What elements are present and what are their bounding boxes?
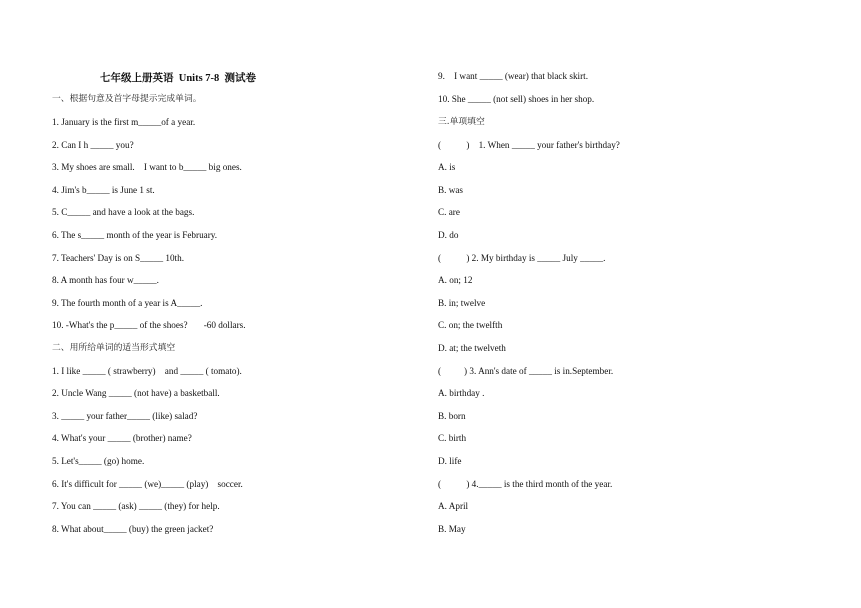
question-line: ( ) 4._____ is the third month of the year. — [438, 479, 613, 489]
option-line: C. are — [438, 207, 460, 217]
option-line: D. at; the twelveth — [438, 343, 506, 353]
question-line: 9. I want _____ (wear) that black skirt. — [438, 71, 589, 81]
question-line: 5. Let's_____ (go) home. — [52, 456, 145, 466]
question-line: ( ) 2. My birthday is _____ July _____. — [438, 253, 606, 263]
section-heading: 一、根据句意及首字母提示完成单词。 — [52, 94, 202, 104]
section-heading: 二、用所给单词的适当形式填空 — [52, 343, 176, 353]
question-line: 6. The s_____ month of the year is February. — [52, 230, 218, 240]
question-line: 7. Teachers' Day is on S_____ 10th. — [52, 253, 185, 263]
option-line: D. life — [438, 456, 462, 466]
question-line: 9. The fourth month of a year is A_____. — [52, 298, 203, 308]
question-line: ( ) 3. Ann's date of _____ is in.September. — [438, 366, 614, 376]
question-line: 1. January is the first m_____of a year. — [52, 117, 196, 127]
question-line: 2. Can I h _____ you? — [52, 140, 134, 150]
option-line: A. April — [438, 501, 469, 511]
page-title: 七年级上册英语 Units 7-8 测试卷 — [100, 73, 257, 84]
question-line: 2. Uncle Wang _____ (not have) a basketball. — [52, 388, 220, 398]
option-line: D. do — [438, 230, 459, 240]
option-line: B. was — [438, 185, 464, 195]
question-line: 4. Jim's b_____ is June 1 st. — [52, 185, 155, 195]
question-line: ( ) 1. When _____ your father's birthday? — [438, 140, 620, 150]
question-line: 1. I like _____ ( strawberry) and _____ ( tomato). — [52, 366, 242, 376]
question-line: 8. A month has four w_____. — [52, 275, 159, 285]
option-line: B. in; twelve — [438, 298, 486, 308]
option-line: C. on; the twelfth — [438, 320, 503, 330]
option-line: A. is — [438, 162, 456, 172]
option-line: B. May — [438, 524, 466, 534]
option-line: C. birth — [438, 433, 467, 443]
option-line: A. birthday . — [438, 388, 485, 398]
question-line: 5. C_____ and have a look at the bags. — [52, 207, 195, 217]
question-line: 4. What's your _____ (brother) name? — [52, 433, 192, 443]
question-line: 10. She _____ (not sell) shoes in her shop. — [438, 94, 595, 104]
section-heading: 三.单项填空 — [438, 117, 485, 127]
question-line: 10. -What's the p_____ of the shoes? -60 dollars. — [52, 320, 246, 330]
question-line: 7. You can _____ (ask) _____ (they) for help. — [52, 501, 220, 511]
option-line: A. on; 12 — [438, 275, 473, 285]
option-line: B. born — [438, 411, 466, 421]
question-line: 3. My shoes are small. I want to b_____ big ones. — [52, 162, 242, 172]
question-line: 6. It's difficult for _____ (we)_____ (play) soccer. — [52, 479, 243, 489]
question-line: 3. _____ your father_____ (like) salad? — [52, 411, 198, 421]
question-line: 8. What about_____ (buy) the green jacket? — [52, 524, 214, 534]
